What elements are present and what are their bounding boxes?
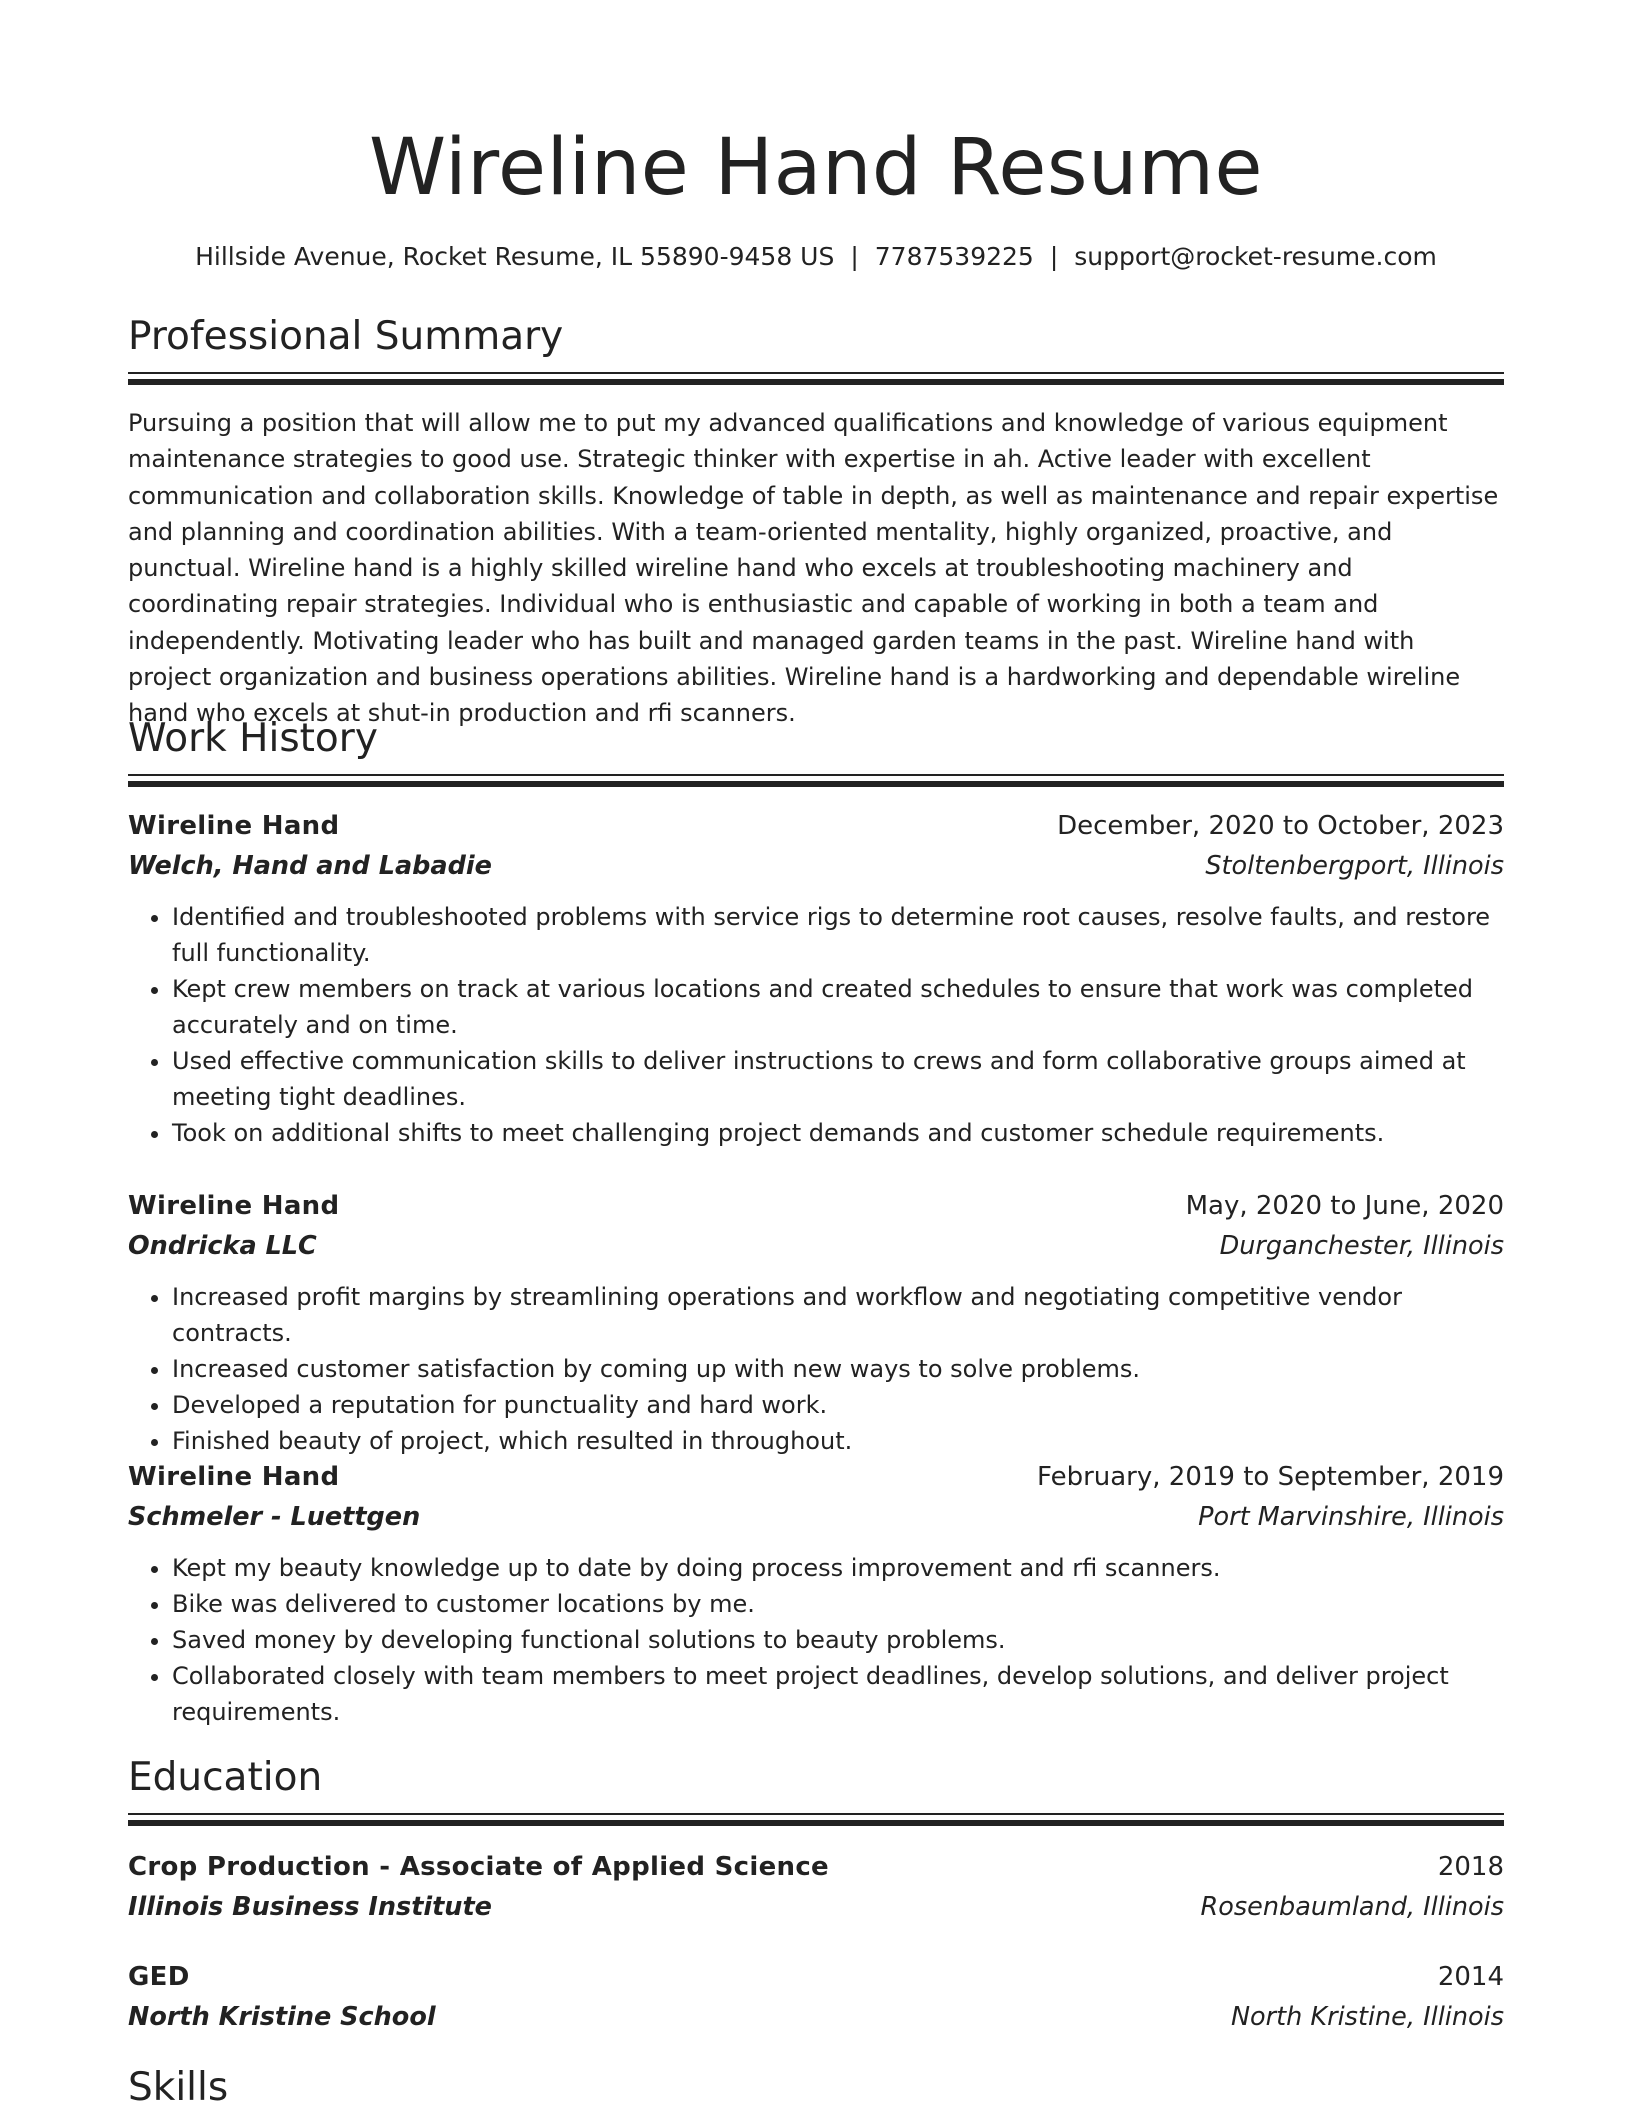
job-dates: May, 2020 to June, 2020 [1185,1191,1504,1221]
section-title-education: Education [128,1755,323,1800]
list-item: • Increased profit margins by streamlining operations and workflow and negotiating competitive vendor contracts. [172,1279,1504,1351]
section-divider [128,781,1504,787]
education-school: Illinois Business Institute [128,1892,492,1922]
list-item: • Kept crew members on track at various locations and created schedules to ensure that work was completed accurately and on time. [172,971,1504,1043]
job-entry [128,1186,1504,1459]
resume-title: Wireline Hand Resume [369,123,1263,213]
section-divider [128,1813,1504,1815]
education-school: North Kristine School [128,2002,436,2032]
job-location: Durganchester, Illinois [1219,1231,1504,1261]
job-bullets [128,1279,1504,1459]
job-location: Port Marvinshire, Illinois [1198,1502,1504,1532]
list-item: • Finished beauty of project, which resulted in throughout. [172,1423,1504,1459]
job-title: Wireline Hand [128,1191,340,1221]
education-location: Rosenbaumland, Illinois [1200,1892,1504,1922]
section-title-skills: Skills [128,2065,229,2110]
job-company: Schmeler - Luettgen [128,1502,421,1532]
section-divider [128,1820,1504,1826]
section-divider [128,372,1504,374]
education-year: 2018 [1437,1852,1504,1882]
list-item: • Developed a reputation for punctuality and hard work. [172,1387,1504,1423]
skills-section [128,2063,1504,2113]
contact-email[interactable]: support@rocket-resume.com [1074,242,1437,271]
section-divider [128,379,1504,385]
job-company: Ondricka LLC [128,1231,317,1261]
job-title: Wireline Hand [128,1462,340,1492]
section-title-work: Work History [128,716,378,761]
education-degree: GED [128,1962,190,1992]
education-location: North Kristine, Illinois [1230,2002,1504,2032]
section-divider [128,774,1504,776]
education-degree: Crop Production - Associate of Applied Science [128,1852,829,1882]
list-item: • Bike was delivered to customer locations by me. [172,1586,1504,1622]
job-entry [128,806,1504,1151]
job-title: Wireline Hand [128,811,340,841]
education-section [128,1753,1504,1826]
summary-section [128,312,1504,732]
resume-content [128,0,1504,2110]
job-entry [128,1457,1504,1730]
education-year: 2014 [1437,1962,1504,1992]
work-section [128,714,1504,787]
list-item: • Took on additional shifts to meet challenging project demands and customer schedule requirements. [172,1115,1504,1151]
list-item: • Increased customer satisfaction by coming up with new ways to solve problems. [172,1351,1504,1387]
list-item: • Saved money by developing functional solutions to beauty problems. [172,1622,1504,1658]
list-item: • Kept my beauty knowledge up to date by doing process improvement and rfi scanners. [172,1550,1504,1586]
job-dates: February, 2019 to September, 2019 [1037,1462,1504,1492]
list-item: • Used effective communication skills to deliver instructions to crews and form collaborative groups aimed at meeting tight deadlines. [172,1043,1504,1115]
contact-separator: | [1049,242,1059,271]
contact-phone: 7787539225 [874,242,1034,271]
contact-address: Hillside Avenue, Rocket Resume, IL 55890-9458 US [195,242,835,271]
job-dates: December, 2020 to October, 2023 [1057,811,1504,841]
job-company: Welch, Hand and Labadie [128,851,492,881]
education-entry [128,1847,1504,1927]
list-item: • Identified and troubleshooted problems with service rigs to determine root causes, resolve faults, and restore full functionality. [172,899,1504,971]
education-entry [128,1957,1504,2037]
job-bullets [128,899,1504,1151]
section-title-summary: Professional Summary [128,314,564,359]
contact-separator: | [850,242,859,271]
summary-text: Pursuing a position that will allow me to put my advanced qualifications and knowledge of various equipment maintenance strategies to good use. Strategic thinker with expertise in ah. Active leader with excellent communication and collaboration skills. Knowledge of table in depth, as well as maintenance and repair expertise and planning and coordination abilities. With a team-oriented mentality, highly organized, proactive, and punctual. Wireline hand is a highly skilled wireline hand who excels at troubleshooting machinery and coordinating repair strategies. Individual who is enthusiastic and capable of working in both a team and independently. Motivating leader who has built and managed garden teams in the past. Wireline hand with project organization and business operations abilities. Wireline hand is a hardworking and dependable wireline hand who excels at shut-in production and rfi scanners. [128,409,1499,728]
job-location: Stoltenbergport, Illinois [1205,851,1504,881]
job-bullets [128,1550,1504,1730]
contact-line [128,240,1504,274]
list-item: • Collaborated closely with team members to meet project deadlines, develop solutions, and deliver project requirements. [172,1658,1504,1730]
